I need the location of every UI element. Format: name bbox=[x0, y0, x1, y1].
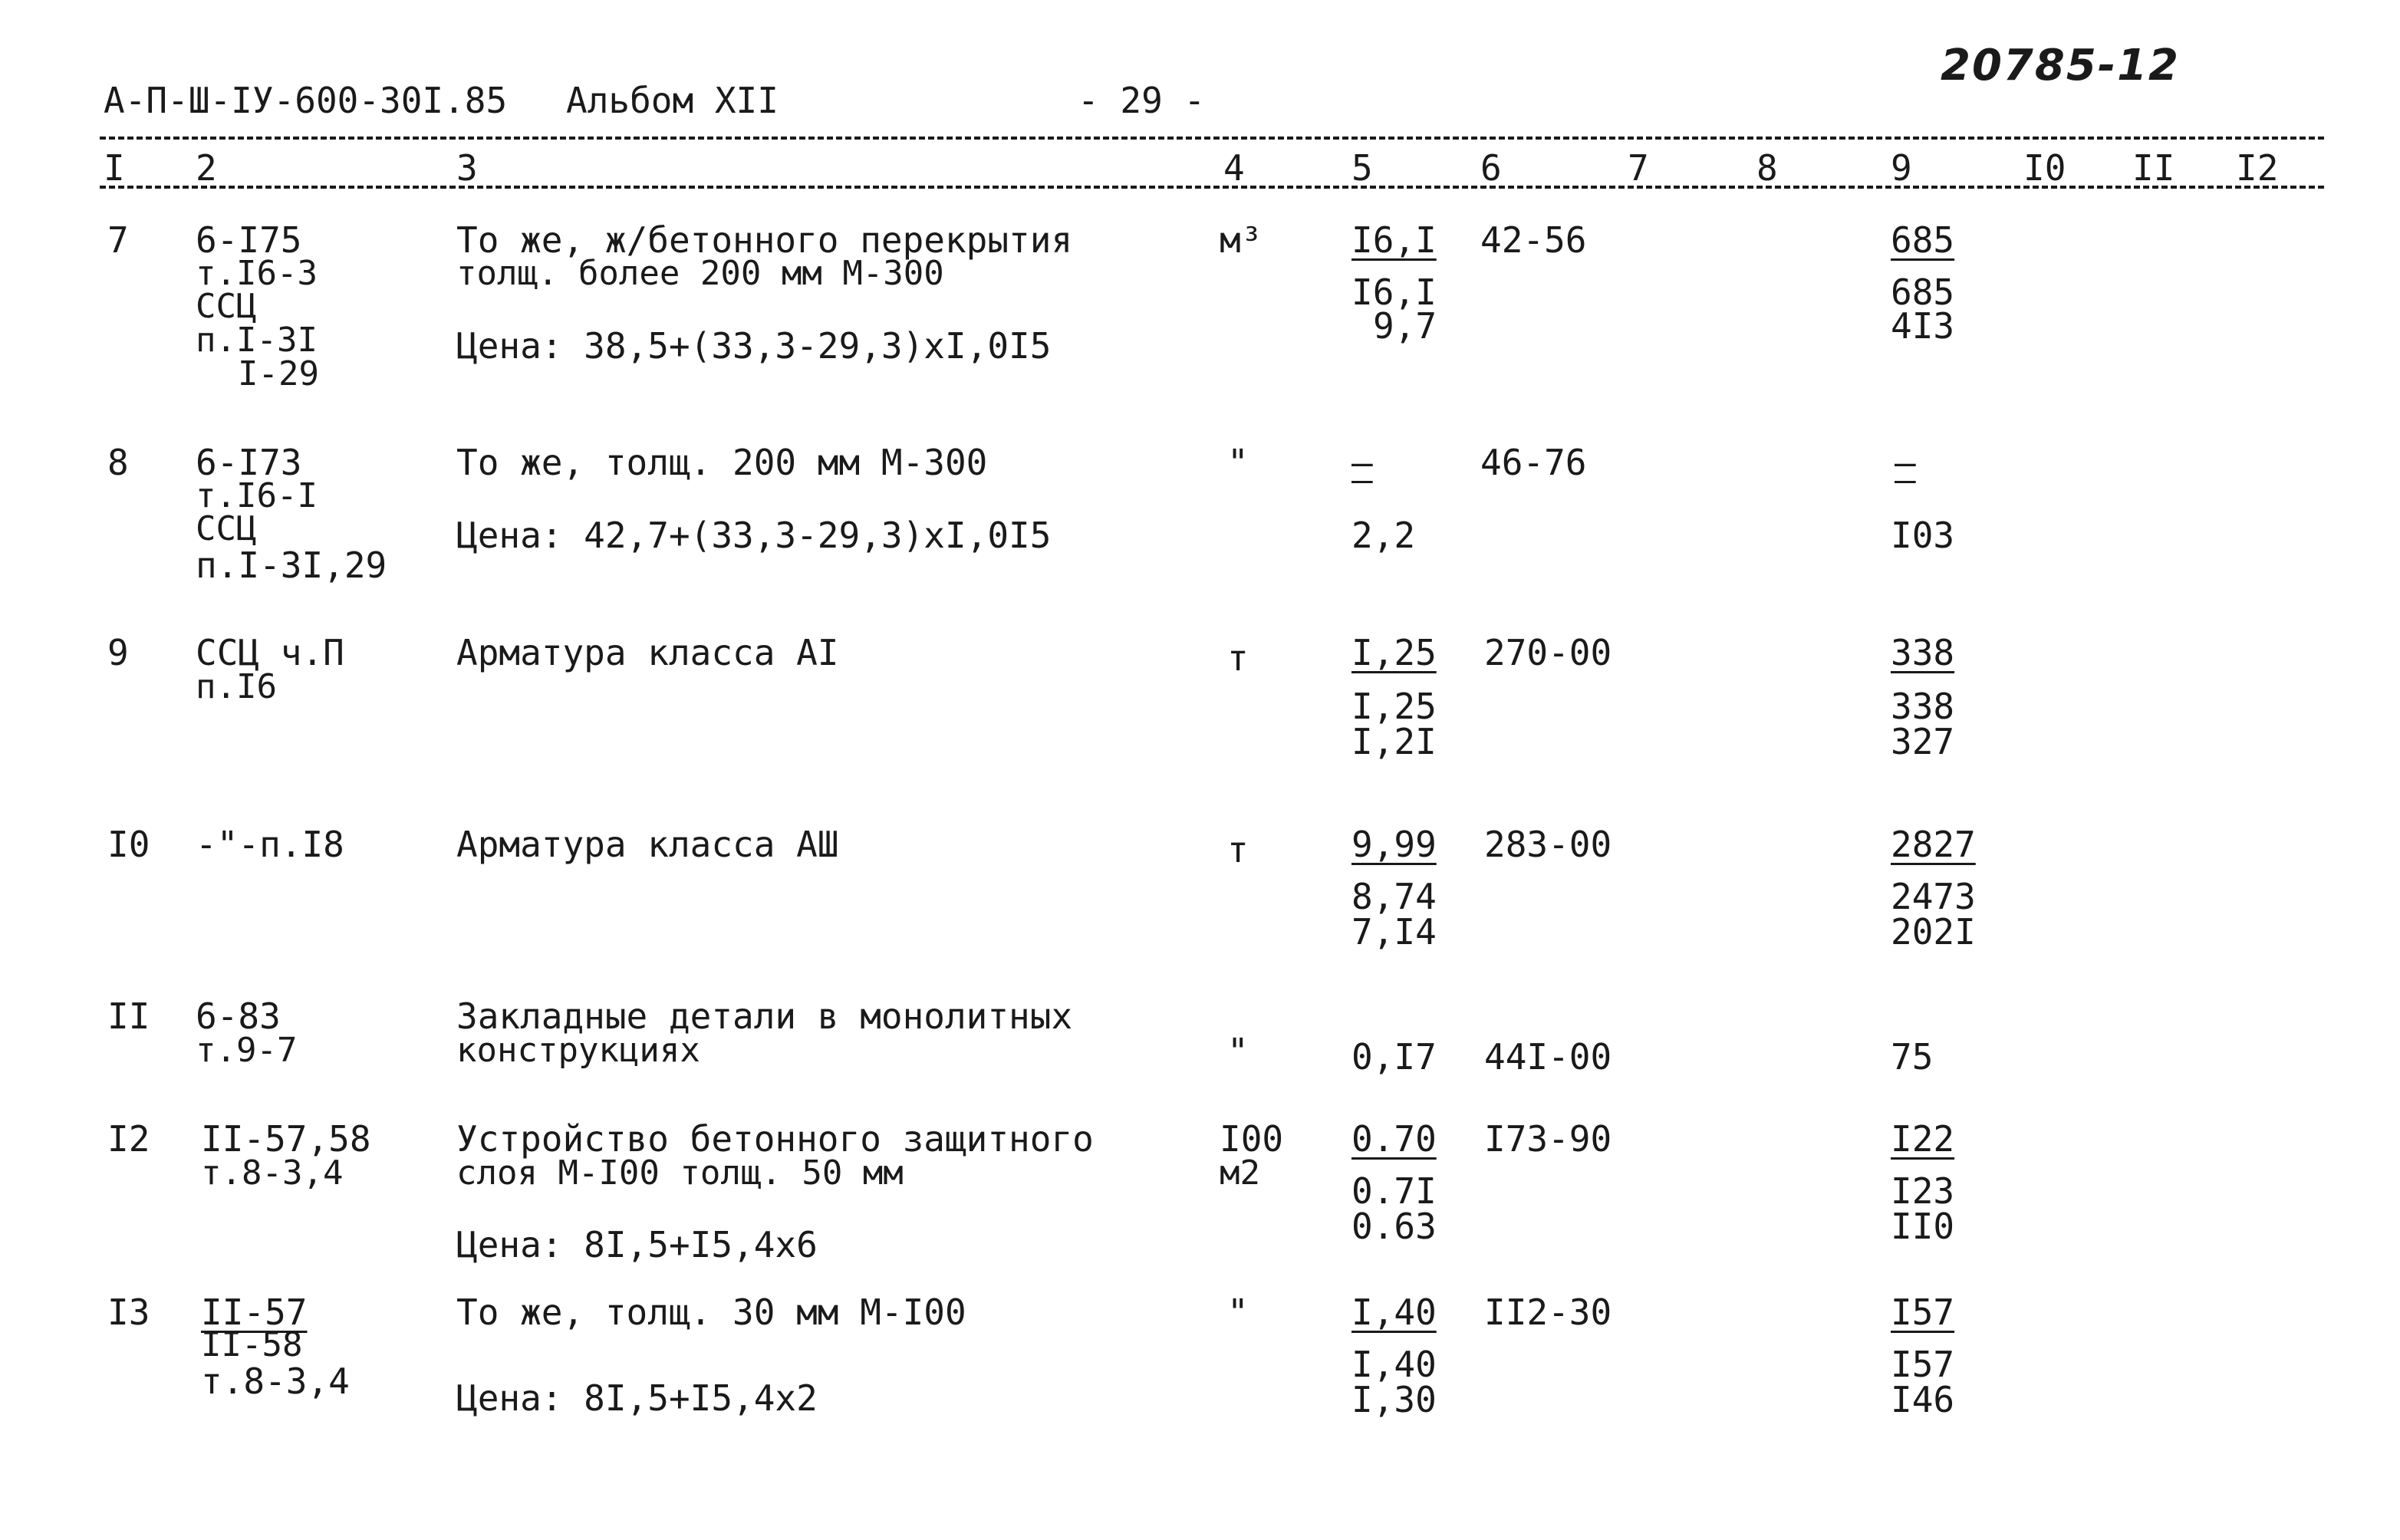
row-number: II bbox=[107, 995, 150, 1037]
quantity-extra: I,2I bbox=[1351, 721, 1437, 762]
cost-numerator: 338 bbox=[1891, 632, 1955, 673]
unit-rate: 283-00 bbox=[1484, 824, 1612, 865]
col-header-7: 7 bbox=[1628, 147, 1649, 189]
cost-extra: 327 bbox=[1891, 721, 1955, 762]
album-label: Альбом XII bbox=[566, 80, 779, 121]
row-number: 8 bbox=[107, 442, 129, 483]
quantity-extra: 7,I4 bbox=[1351, 911, 1437, 953]
quantity-numerator: 0.70 bbox=[1351, 1118, 1437, 1160]
ref-line: I-29 bbox=[238, 354, 319, 393]
cost-extra: I46 bbox=[1891, 1379, 1955, 1420]
unit: " bbox=[1227, 442, 1249, 483]
description-line: толщ. более 200 мм М-300 bbox=[456, 254, 944, 293]
description-line: Арматура класса АШ bbox=[456, 824, 839, 865]
header-divider-bottom bbox=[100, 186, 2324, 189]
quantity-denominator: 8,74 bbox=[1351, 876, 1437, 917]
price-formula: Цена: 8I,5+I5,4х2 bbox=[456, 1377, 818, 1419]
unit: т bbox=[1227, 829, 1249, 870]
quantity-extra: 9,7 bbox=[1373, 305, 1437, 347]
col-header-12: I2 bbox=[2236, 147, 2279, 189]
ref-line: т.8-3,4 bbox=[201, 1153, 344, 1193]
cost-numerator: 2827 bbox=[1891, 824, 1976, 865]
cost-denominator: 2473 bbox=[1891, 876, 1976, 917]
quantity-denominator: I,40 bbox=[1351, 1344, 1437, 1385]
quantity-denominator: I,25 bbox=[1351, 686, 1437, 727]
ref-line: п.I-3I,29 bbox=[196, 545, 387, 586]
cost-numerator: 685 bbox=[1891, 219, 1955, 261]
ref-line: ССЦ bbox=[196, 287, 257, 326]
description-line: Арматура класса АI bbox=[456, 632, 839, 673]
quantity-numerator: I6,I bbox=[1351, 219, 1437, 261]
unit-rate: I73-90 bbox=[1484, 1118, 1612, 1160]
unit: " bbox=[1227, 1292, 1249, 1333]
ref-line: -"-п.I8 bbox=[196, 824, 344, 865]
row-number: I3 bbox=[107, 1292, 150, 1333]
description-line: конструкциях bbox=[456, 1031, 700, 1070]
col-header-8: 8 bbox=[1756, 147, 1778, 189]
ref-line: 6-83 bbox=[196, 995, 281, 1037]
unit: т bbox=[1227, 637, 1249, 679]
quantity-value: 0,I7 bbox=[1351, 1036, 1437, 1078]
description-line: То же, толщ. 200 мм М-300 bbox=[456, 442, 988, 483]
unit-rate: 44I-00 bbox=[1484, 1036, 1612, 1078]
cost-denominator: I57 bbox=[1891, 1344, 1955, 1385]
unit-rate: 270-00 bbox=[1484, 632, 1612, 673]
ref-line: т.I6-3 bbox=[196, 254, 318, 293]
ref-line: ССЦ bbox=[196, 509, 257, 548]
quantity-numerator: I,40 bbox=[1351, 1292, 1437, 1333]
row-number: 7 bbox=[107, 219, 129, 261]
cost-extra: II0 bbox=[1891, 1206, 1955, 1247]
unit-line: I00 bbox=[1220, 1118, 1284, 1160]
ref-line: п.I6 bbox=[196, 667, 277, 706]
cost-denominator: 685 bbox=[1891, 271, 1955, 313]
cost-denominator: I23 bbox=[1891, 1170, 1955, 1212]
ref-line: т.9-7 bbox=[196, 1031, 298, 1070]
unit: м³ bbox=[1220, 219, 1263, 261]
quantity-extra: I,30 bbox=[1351, 1379, 1437, 1420]
col-header-10: I0 bbox=[2023, 147, 2066, 189]
ref-line: II-57 bbox=[201, 1292, 308, 1333]
ref-line: п.I-3I bbox=[196, 321, 318, 360]
cost-extra: 4I3 bbox=[1891, 305, 1955, 347]
price-formula: Цена: 42,7+(33,3-29,3)хI,0I5 bbox=[456, 515, 1052, 556]
col-header-3: 3 bbox=[456, 147, 478, 189]
quantity-extra: 0.63 bbox=[1351, 1206, 1437, 1247]
col-header-11: II bbox=[2132, 147, 2175, 189]
price-formula: Цена: 38,5+(33,3-29,3)хI,0I5 bbox=[456, 325, 1052, 367]
price-formula: Цена: 8I,5+I5,4х6 bbox=[456, 1224, 818, 1265]
cost-denominator: 338 bbox=[1891, 686, 1955, 727]
quantity-denominator: 0.7I bbox=[1351, 1170, 1437, 1212]
quantity-numerator: 9,99 bbox=[1351, 824, 1437, 865]
unit: " bbox=[1227, 1031, 1249, 1072]
description-line: Устройство бетонного защитного bbox=[456, 1118, 1094, 1160]
col-header-6: 6 bbox=[1480, 147, 1502, 189]
description-line: Закладные детали в монолитных bbox=[456, 995, 1073, 1037]
unit-rate: 42-56 bbox=[1480, 219, 1587, 261]
quantity-denominator: I6,I bbox=[1351, 271, 1437, 313]
unit-rate: 46-76 bbox=[1480, 442, 1587, 483]
col-header-2: 2 bbox=[196, 147, 217, 189]
ref-line: 6-I75 bbox=[196, 219, 302, 261]
col-header-9: 9 bbox=[1891, 147, 1912, 189]
ref-line: II-58 bbox=[201, 1325, 303, 1364]
col-header-4: 4 bbox=[1223, 147, 1245, 189]
ref-line: т.8-3,4 bbox=[201, 1361, 350, 1402]
document-code: А-П-Ш-IУ-600-30I.85 bbox=[104, 80, 508, 121]
cost-numerator: – bbox=[1895, 442, 1916, 483]
description-line: То же, ж/бетонного перекрытия bbox=[456, 219, 1073, 261]
ref-line: 6-I73 bbox=[196, 442, 302, 483]
cost-extra: 202I bbox=[1891, 911, 1976, 953]
ref-line: т.I6-I bbox=[196, 476, 318, 515]
cost-numerator: I57 bbox=[1891, 1292, 1955, 1333]
unit-line: м2 bbox=[1220, 1153, 1260, 1193]
row-number: 9 bbox=[107, 632, 129, 673]
handwritten-stamp: 20785-12 bbox=[1941, 41, 2180, 90]
description-line: То же, толщ. 30 мм М-I00 bbox=[456, 1292, 966, 1333]
quantity-numerator: – bbox=[1351, 442, 1373, 483]
row-number: I0 bbox=[107, 824, 150, 865]
page-number: - 29 - bbox=[1078, 80, 1206, 121]
quantity-numerator: I,25 bbox=[1351, 632, 1437, 673]
row-number: I2 bbox=[107, 1118, 150, 1160]
cost-value: 75 bbox=[1891, 1036, 1934, 1078]
ref-line: ССЦ ч.П bbox=[196, 632, 344, 673]
quantity-denominator: 2,2 bbox=[1351, 515, 1416, 556]
col-header-5: 5 bbox=[1351, 147, 1373, 189]
cost-denominator: I03 bbox=[1891, 515, 1955, 556]
ref-line: II-57,58 bbox=[201, 1118, 371, 1160]
header-divider-top bbox=[100, 137, 2324, 140]
unit-rate: II2-30 bbox=[1484, 1292, 1612, 1333]
cost-numerator: I22 bbox=[1891, 1118, 1955, 1160]
description-line: слоя М-I00 толщ. 50 мм bbox=[456, 1153, 904, 1193]
col-header-1: I bbox=[104, 147, 125, 189]
